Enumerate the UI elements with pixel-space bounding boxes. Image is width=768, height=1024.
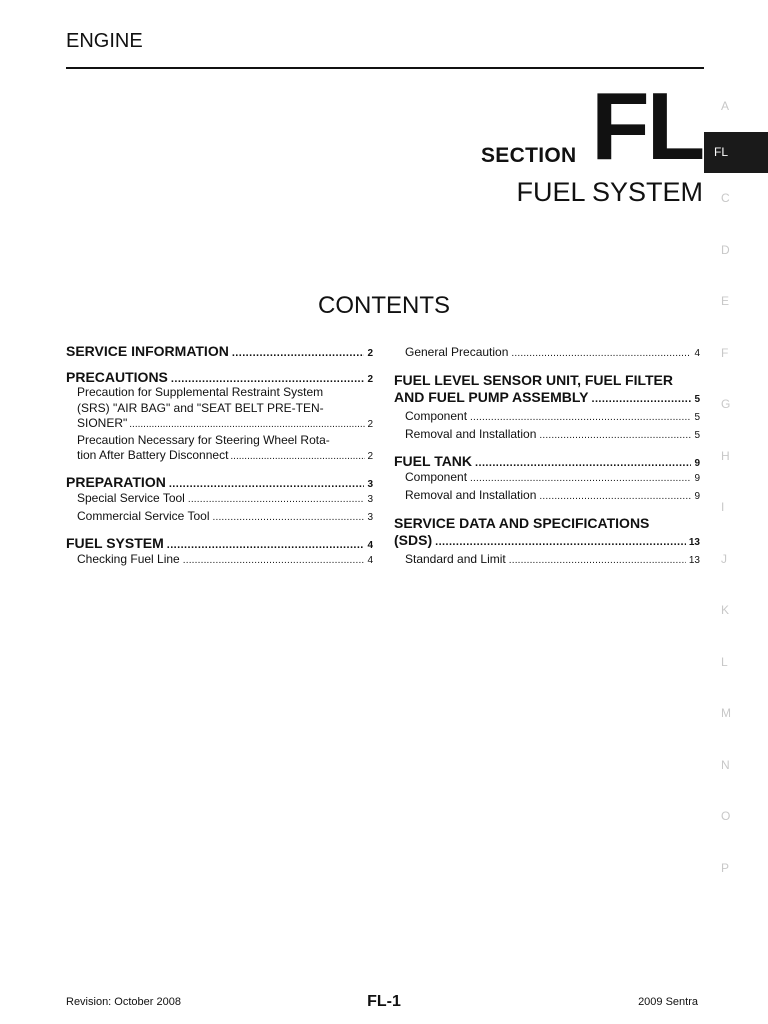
toc-page: 13 <box>688 537 700 548</box>
leader-dots <box>188 492 365 508</box>
section-label: SECTION <box>481 144 577 167</box>
footer-revision: Revision: October 2008 <box>66 996 181 1008</box>
header-category: ENGINE <box>66 30 143 52</box>
index-tab-fl[interactable]: FL <box>704 132 768 173</box>
leader-dots <box>183 553 365 569</box>
toc-label: SERVICE DATA AND SPECIFICATIONS <box>394 515 650 531</box>
index-tab-c[interactable]: C <box>721 191 730 206</box>
toc-page: 5 <box>694 412 700 423</box>
section-code: FL <box>591 73 703 180</box>
toc-sub-sensor-removal[interactable] <box>394 426 700 444</box>
toc-sub-label: Component <box>405 470 468 484</box>
toc-page: 2 <box>367 419 373 430</box>
toc-page: 3 <box>367 511 373 523</box>
leader-dots <box>232 347 365 359</box>
toc-page: 2 <box>367 451 373 462</box>
leader-dots <box>470 410 691 426</box>
toc-sub-line: Precaution Necessary for Steering Wheel Rota- <box>77 432 330 447</box>
leader-dots <box>591 391 691 408</box>
toc-sub-label: General Precaution <box>405 345 509 359</box>
toc-page: 4 <box>694 348 700 359</box>
toc-label: FUEL TANK <box>394 453 473 469</box>
toc-sub-steering-precaution[interactable] <box>66 433 373 465</box>
toc-left-column <box>66 343 373 569</box>
index-tab-e[interactable]: E <box>721 294 730 309</box>
toc-page: 2 <box>367 374 373 385</box>
leader-dots <box>435 534 686 551</box>
toc-sub-tank-component[interactable] <box>394 469 700 487</box>
toc-label: FUEL SYSTEM <box>66 534 164 551</box>
index-tab-k[interactable]: K <box>721 603 730 618</box>
header-divider <box>66 67 704 69</box>
leader-dots <box>511 346 691 362</box>
leader-dots <box>509 553 686 569</box>
index-tab-l[interactable]: L <box>721 654 728 669</box>
toc-page: 4 <box>367 539 373 551</box>
toc-sub-label: Special Service Tool <box>77 490 185 505</box>
toc-sub-general-precaution[interactable] <box>394 344 700 362</box>
leader-dots <box>230 449 365 465</box>
toc-label: AND FUEL PUMP ASSEMBLY <box>394 389 589 405</box>
footer-page-id: FL-1 <box>367 993 401 1010</box>
toc-entry-fuel-tank[interactable] <box>394 453 700 469</box>
leader-dots <box>171 373 365 385</box>
leader-dots <box>213 510 365 526</box>
index-tab-n[interactable]: N <box>721 757 730 772</box>
toc-sub-label: Commercial Service Tool <box>77 508 210 523</box>
toc-entry-service-data-specifications[interactable] <box>394 515 700 551</box>
index-tab-o[interactable]: O <box>721 809 731 824</box>
toc-sub-line: (SRS) "AIR BAG" and "SEAT BELT PRE-TEN- <box>77 400 324 415</box>
leader-dots <box>129 417 365 433</box>
toc-page: 3 <box>367 493 373 505</box>
toc-entry-precautions[interactable] <box>66 369 373 385</box>
toc-sub-line: tion After Battery Disconnect <box>77 448 229 462</box>
toc-label: SERVICE INFORMATION <box>66 343 229 359</box>
leader-dots <box>470 471 691 487</box>
toc-entry-fuel-system[interactable] <box>66 535 373 551</box>
index-tab-i[interactable]: I <box>721 500 725 515</box>
toc-sub-label: Removal and Installation <box>405 427 537 441</box>
toc-right-column <box>394 343 700 569</box>
toc-page: 9 <box>694 491 700 502</box>
toc-page: 2 <box>367 348 373 359</box>
index-tab-h[interactable]: H <box>721 448 730 463</box>
toc-label: PRECAUTIONS <box>66 369 168 385</box>
toc-entry-service-information[interactable] <box>66 343 373 359</box>
toc-label: FUEL LEVEL SENSOR UNIT, FUEL FILTER <box>394 372 673 388</box>
index-tab-f[interactable]: F <box>721 345 729 360</box>
toc-sub-line: Precaution for Supplemental Restraint System <box>77 385 324 399</box>
toc-sub-label: Removal and Installation <box>405 488 537 502</box>
leader-dots <box>475 457 691 469</box>
toc-page: 5 <box>694 430 700 441</box>
index-tab-p[interactable]: P <box>721 860 730 875</box>
index-tab-j[interactable]: J <box>721 551 727 566</box>
toc-entry-preparation[interactable] <box>66 474 373 490</box>
toc-label: (SDS) <box>394 532 433 548</box>
toc-sub-standard-and-limit[interactable] <box>394 551 700 569</box>
toc-page: 3 <box>367 478 373 490</box>
toc-sub-label: Component <box>405 409 468 423</box>
section-title: FUEL SYSTEM <box>516 177 703 207</box>
toc-sub-tank-removal[interactable] <box>394 487 700 505</box>
toc-sub-srs-precaution[interactable] <box>66 385 373 433</box>
toc-page: 13 <box>688 555 700 566</box>
section-index-tabs <box>704 80 768 894</box>
toc-page: 4 <box>367 554 373 566</box>
index-tab-g[interactable]: G <box>721 397 731 412</box>
toc-sub-sensor-component[interactable] <box>394 408 700 426</box>
toc-label: PREPARATION <box>66 473 166 490</box>
index-tab-a[interactable]: A <box>721 98 730 113</box>
index-tab-d[interactable]: D <box>721 242 730 257</box>
toc-entry-fuel-level-sensor-unit[interactable] <box>394 372 700 408</box>
contents-heading: CONTENTS <box>318 292 450 319</box>
footer-model: 2009 Sentra <box>638 996 698 1008</box>
toc-page: 5 <box>694 394 700 405</box>
toc-sub-label: Checking Fuel Line <box>77 551 180 566</box>
toc-sub-checking-fuel-line[interactable] <box>66 551 373 569</box>
toc-sub-line: SIONER" <box>77 416 128 430</box>
toc-page: 9 <box>694 473 700 484</box>
leader-dots <box>539 428 691 444</box>
leader-dots <box>169 478 365 490</box>
leader-dots <box>539 489 691 505</box>
index-tab-m[interactable]: M <box>721 706 731 721</box>
toc-sub-label: Standard and Limit <box>405 552 506 566</box>
toc-sub-special-service-tool[interactable] <box>66 490 373 508</box>
toc-page: 9 <box>694 458 700 469</box>
toc-sub-commercial-service-tool[interactable] <box>66 508 373 526</box>
leader-dots <box>167 539 365 551</box>
